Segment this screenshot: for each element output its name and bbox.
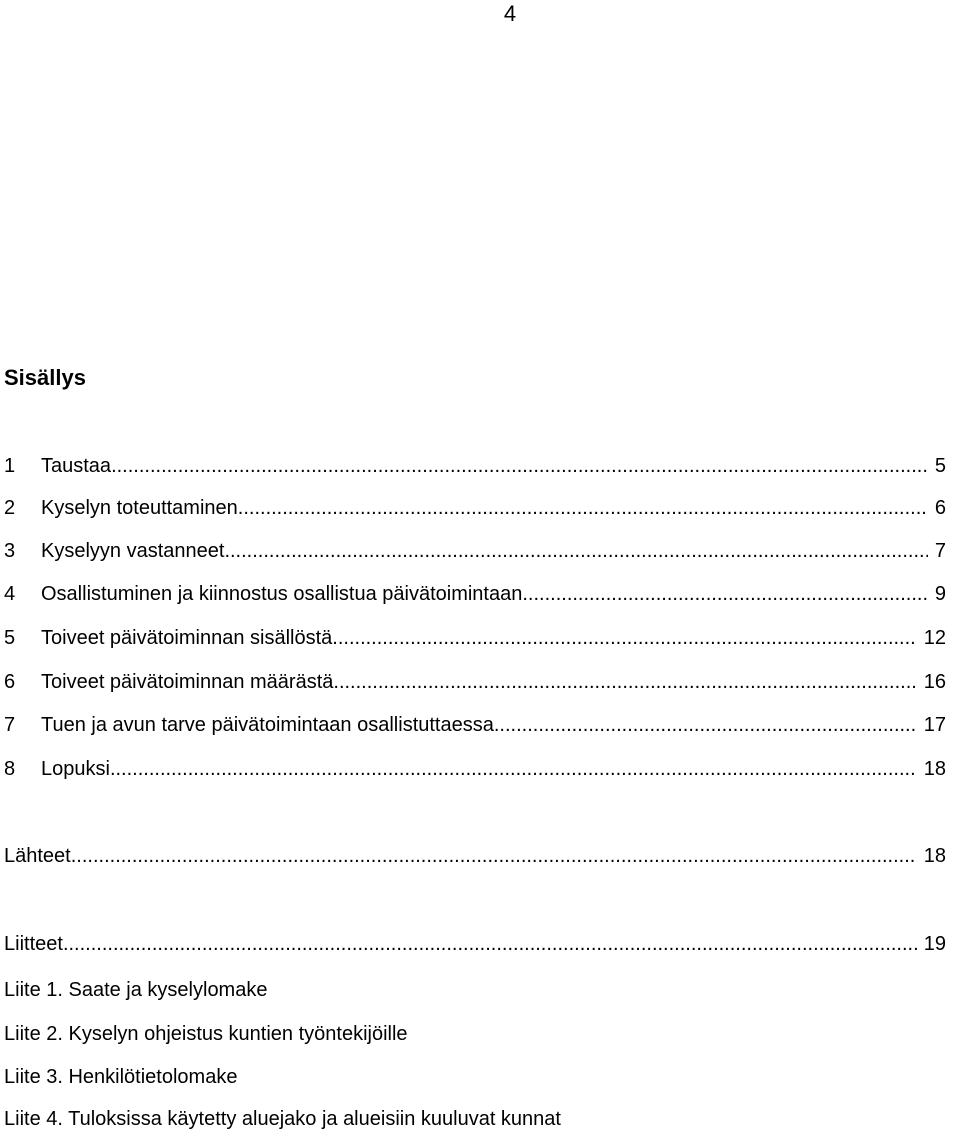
dot-leader	[332, 624, 916, 652]
toc-entry-title: Lopuksi	[41, 758, 110, 780]
toc-entry-title: Toiveet päivätoiminnan sisällöstä	[41, 627, 333, 649]
dot-leader	[494, 711, 917, 739]
appendix-item-3[interactable]: Liite 3. Henkilötietolomake	[4, 1066, 238, 1088]
toc-entry-page: 12	[923, 627, 946, 649]
toc-entry-page: 6	[934, 497, 946, 519]
toc-entry-page: 5	[934, 455, 946, 477]
toc-entry-page: 16	[923, 671, 946, 693]
toc-entry-number: 8	[4, 758, 16, 780]
dot-leader	[238, 494, 928, 522]
dot-leader	[522, 580, 928, 608]
toc-entry-toiveet-maarasta[interactable]	[4, 668, 946, 696]
toc-entry-page: 9	[934, 583, 946, 605]
toc-entry-title: Lähteet	[4, 845, 71, 867]
toc-entry-number: 7	[4, 714, 16, 736]
appendix-item-1[interactable]: Liite 1. Saate ja kyselylomake	[4, 979, 268, 1001]
toc-heading: Sisällys	[4, 365, 86, 390]
toc-entry-page: 18	[923, 845, 946, 867]
toc-entry-number: 2	[4, 497, 16, 519]
appendix-item-4[interactable]: Liite 4. Tuloksissa käytetty aluejako ja alueisiin kuuluvat kunnat	[4, 1108, 561, 1130]
toc-entry-page: 19	[923, 933, 946, 955]
toc-entry-page: 7	[934, 540, 946, 562]
toc-entry-number: 4	[4, 583, 16, 605]
appendix-item-2[interactable]: Liite 2. Kyselyn ohjeistus kuntien työntekijöille	[4, 1023, 408, 1045]
dot-leader	[110, 755, 917, 783]
toc-entry-kyselyn-toteuttaminen[interactable]	[4, 494, 946, 522]
page-number: 4	[503, 1, 517, 26]
toc-entry-number: 1	[4, 455, 16, 477]
toc-entry-title: Taustaa	[41, 455, 112, 477]
toc-entry-taustaa[interactable]	[4, 452, 946, 480]
toc-entry-lopuksi[interactable]	[4, 755, 946, 783]
toc-entry-osallistuminen[interactable]	[4, 580, 946, 608]
toc-entry-lahteet[interactable]	[4, 842, 946, 870]
toc-entry-number: 6	[4, 671, 16, 693]
toc-entry-title: Kyselyyn vastanneet	[41, 540, 225, 562]
dot-leader	[224, 537, 927, 565]
toc-entry-kyselyyn-vastanneet[interactable]	[4, 537, 946, 565]
toc-entry-page: 17	[923, 714, 946, 736]
dot-leader	[333, 668, 916, 696]
toc-entry-number: 5	[4, 627, 16, 649]
toc-entry-title: Tuen ja avun tarve päivätoimintaan osallistuttaessa	[41, 714, 494, 736]
toc-entry-page: 18	[923, 758, 946, 780]
toc-entry-title: Toiveet päivätoiminnan määrästä	[41, 671, 334, 693]
dot-leader	[71, 842, 917, 870]
toc-entry-title: Osallistuminen ja kiinnostus osallistua päivätoimintaan	[41, 583, 523, 605]
toc-entry-toiveet-sisallosta[interactable]	[4, 624, 946, 652]
toc-entry-title: Kyselyn toteuttaminen	[41, 497, 238, 519]
toc-entry-title: Liitteet	[4, 933, 63, 955]
dot-leader	[63, 930, 917, 958]
toc-entry-number: 3	[4, 540, 16, 562]
toc-entry-tuen-ja-avun-tarve[interactable]	[4, 711, 946, 739]
dot-leader	[111, 452, 928, 480]
toc-entry-liitteet[interactable]	[4, 930, 946, 958]
